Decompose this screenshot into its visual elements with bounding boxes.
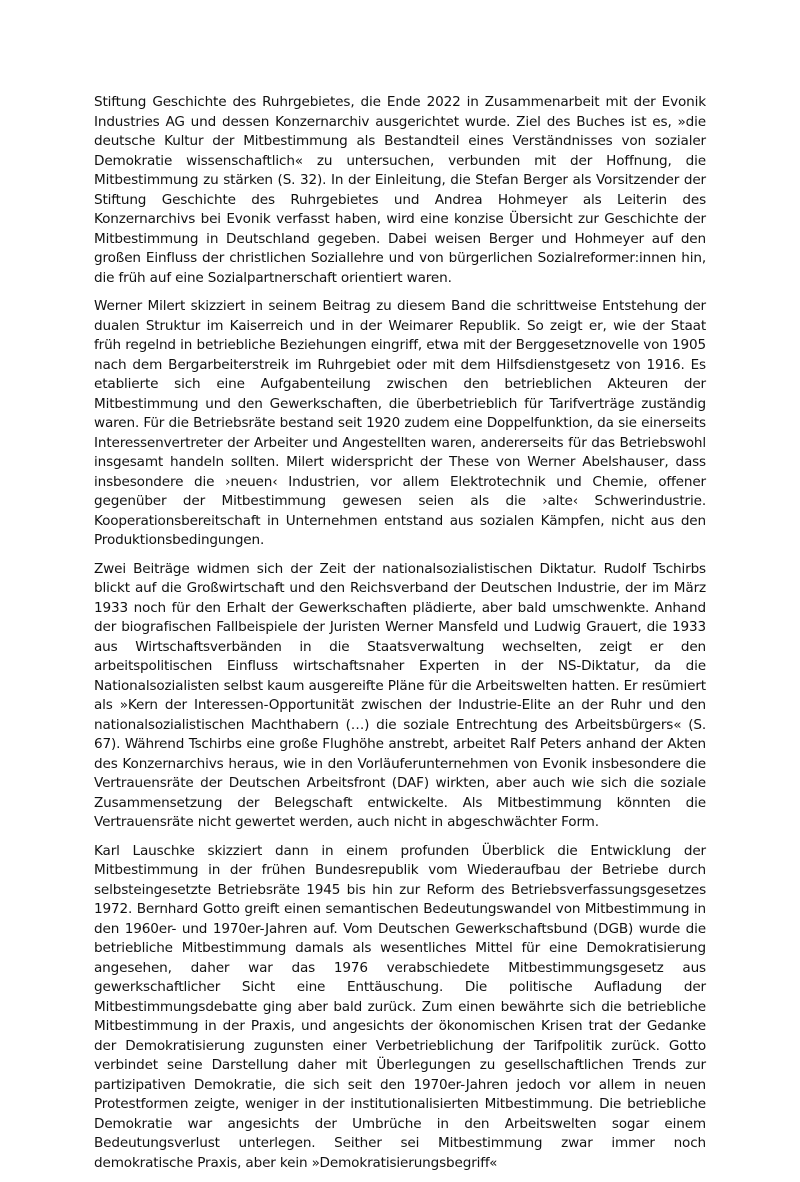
paragraph-1: Stiftung Geschichte des Ruhrgebietes, die Ende 2022 in Zusammenarbeit mit der Evonik Industries AG und dessen Konzernarchiv ausgerichtet wurde. Ziel des Buches ist es, »die deutsche Kultur der Mitbestimmung als Bestandteil eines Verständnisses von sozialer Demokratie wissenschaftlich« zu untersuchen, verbunden mit der Hoffnung, die Mitbestimmung zu stärken (S. 32). In der Einleitung, die Stefan Berger als Vorsitzender der Stiftung Geschichte des Ruhrgebietes und Andrea Hohmeyer als Leiterin des Konzernarchivs bei Evonik verfasst haben, wird eine konzise Übersicht zur Geschichte der Mitbestimmung in Deutschland gegeben. Dabei weisen Berger und Hohmeyer auf den großen Einfluss der christlichen Soziallehre und von bürgerlichen Sozialreformer:innen hin, die früh auf eine Sozialpartnerschaft orientiert waren. <box>94 94 706 286</box>
paragraph-4: Karl Lauschke skizziert dann in einem profunden Überblick die Entwicklung der Mitbestimmung in der frühen Bundesrepublik vom Wiederaufbau der Betriebe durch selbsteingesetzte Betriebsräte 1945 bis hin zur Reform des Betriebsverfassungsgesetzes 1972. Bernhard Gotto greift einen semantischen Bedeutungswandel von Mitbestimmung in den 1960er- und 1970er-Jahren auf. Vom Deutschen Gewerkschaftsbund (DGB) wurde die betriebliche Mitbestimmung damals als wesentliches Mittel für eine Demokratisierung angesehen, daher war das 1976 verabschiedete Mitbestimmungsgesetz aus gewerkschaftlicher Sicht eine Enttäuschung. Die politische Aufladung der Mitbestimmungsdebatte ging aber bald zurück. Zum einen bewährte sich die betriebliche Mitbestimmung in der Praxis, und angesichts der ökonomischen Krisen trat der Gedanke der Demokratisierung zugunsten einer Verbetrieblichung der Tarifpolitik zurück. Gotto verbindet seine Darstellung daher mit Überlegungen zu gesellschaftlichen Trends zur partizipativen Demokratie, die sich seit den 1970er-Jahren jedoch vor allem in neuen Protestformen zeigte, weniger in der institutionalisierten Mitbestimmung. Die betriebliche Demokratie war angesichts der Umbrüche in den Arbeitswelten sogar einem Bedeutungsverlust unterlegen. Seither sei Mitbestimmung zwar immer noch demokratische Praxis, aber kein »Demokratisierungsbegriff« <box>94 842 706 1171</box>
document-page <box>94 93 706 1182</box>
paragraph-3: Zwei Beiträge widmen sich der Zeit der nationalsozialistischen Diktatur. Rudolf Tschirbs blickt auf die Großwirtschaft und den Reichsverband der Deutschen Industrie, der im März 1933 noch für den Erhalt der Gewerkschaften plädierte, aber bald umschwenkte. Anhand der biografischen Fallbeispiele der Juristen Werner Mansfeld und Ludwig Grauert, die 1933 aus Wirtschaftsverbänden in die Staatsverwaltung wechselten, zeigt er den arbeitspolitischen Einfluss wirtschaftsnaher Experten in der NS-Diktatur, da die Nationalsozialisten selbst kaum ausgereifte Pläne für die Arbeitswelten hatten. Er resümiert als »Kern der Interessen-Opportunität zwischen der Industrie-Elite an der Ruhr und den nationalsozialistischen Machthabern (…) die soziale Entrechtung des Arbeitsbürgers« (S. 67). Während Tschirbs eine große Flughöhe anstrebt, arbeitet Ralf Peters anhand der Akten des Konzernarchivs heraus, wie in den Vorläuferunternehmen von Evonik insbesondere die Vertrauensräte der Deutschen Arbeitsfront (DAF) wirkten, aber auch wie sich die soziale Zusammensetzung der Belegschaft entwickelte. Als Mitbestimmung könnten die Vertrauensräte nicht gewertet werden, auch nicht in abgeschwächter Form. <box>94 560 706 830</box>
paragraph-2: Werner Milert skizziert in seinem Beitrag zu diesem Band die schrittweise Entstehung der dualen Struktur im Kaiserreich und in der Weimarer Republik. So zeigt er, wie der Staat früh regelnd in betriebliche Beziehungen eingriff, etwa mit der Berggesetznovelle von 1905 nach dem Bergarbeiterstreik im Ruhrgebiet oder mit dem Hilfsdienstgesetz von 1916. Es etablierte sich eine Aufgabenteilung zwischen den betrieblichen Akteuren der Mitbestimmung und den Gewerkschaften, die überbetrieblich für Tarifverträge zuständig waren. Für die Betriebsräte bestand seit 1920 zudem eine Doppelfunktion, da sie einerseits Interessenvertreter der Arbeiter und Angestellten waren, andererseits für das Betriebswohl insgesamt handeln sollten. Milert widerspricht der These von Werner Abelshauser, dass insbesondere die ›neuen‹ Industrien, vor allem Elektrotechnik und Chemie, offener gegenüber der Mitbestimmung gewesen seien als die ›alte‹ Schwerindustrie. Kooperationsbereitschaft in Unternehmen entstand aus sozialen Kämpfen, nicht aus den Produktionsbedingungen. <box>94 298 706 548</box>
